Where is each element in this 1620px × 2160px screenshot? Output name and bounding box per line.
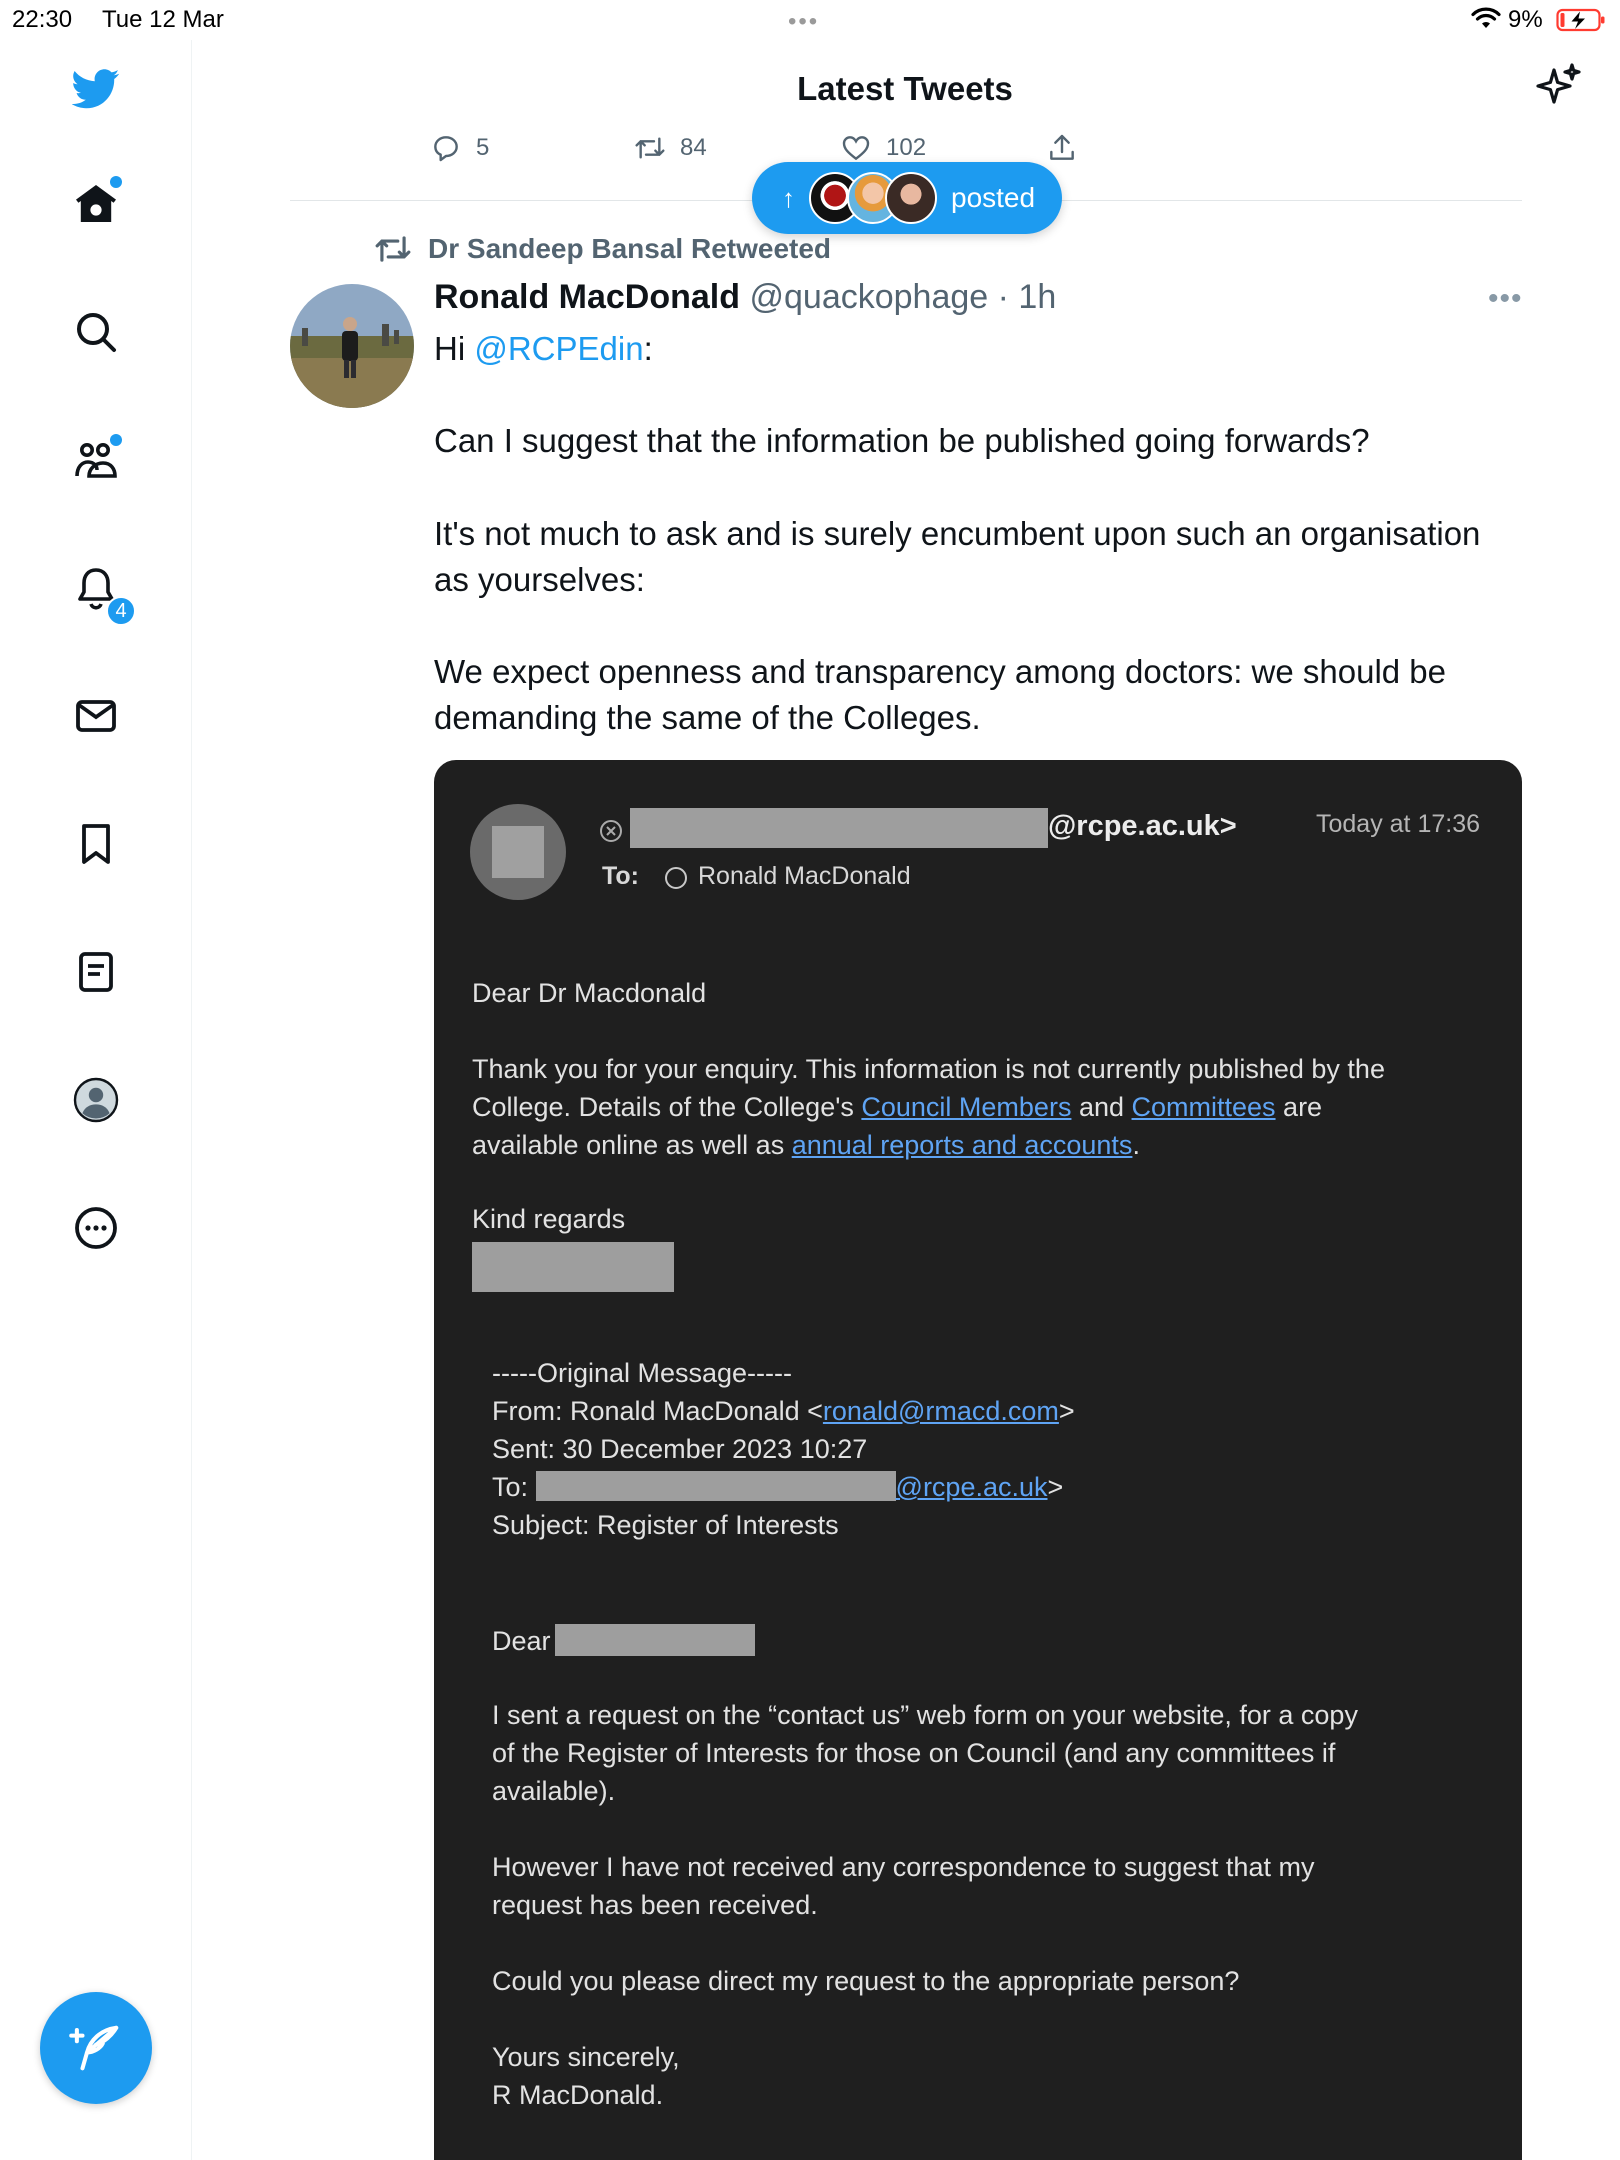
email-body-text: . [1132, 1130, 1140, 1160]
email-signoff: Kind regards [472, 1204, 626, 1234]
home-icon[interactable] [62, 170, 130, 238]
orig-header: -----Original Message----- [492, 1358, 793, 1388]
retweeted-by-label: Dr Sandeep Bansal Retweeted [428, 233, 832, 264]
like-button[interactable] [840, 132, 926, 164]
lists-icon[interactable] [62, 938, 130, 1006]
tweet-line: It's not much to ask and is surely encumbent upon such an organisation [434, 515, 1481, 552]
email-body-text: are [1275, 1092, 1323, 1122]
status-date: Tue 12 Mar [102, 6, 224, 33]
tweet-line: as yourselves: [434, 561, 645, 598]
redacted-block [536, 1471, 896, 1501]
reply-count: 5 [476, 134, 490, 161]
tweet-paragraph [434, 649, 1534, 741]
committees-link[interactable]: Committees [1131, 1092, 1276, 1122]
orig-to-end: > [1047, 1472, 1064, 1502]
orig-paragraph [492, 1848, 1502, 1924]
original-message [492, 1354, 1492, 1544]
close-circle-icon [598, 818, 624, 844]
share-button[interactable] [1046, 132, 1078, 164]
recipient-email-link[interactable]: @rcpe.ac.uk [895, 1472, 1048, 1502]
sparkle-icon[interactable] [1534, 62, 1582, 110]
redacted-block [472, 1242, 674, 1292]
author-name[interactable]: Ronald MacDonald [434, 278, 741, 316]
orig-dear: Dear [492, 1626, 551, 1656]
recipient-name: Ronald MacDonald [698, 862, 911, 890]
sidebar [0, 40, 192, 2160]
author-handle[interactable]: @quackophage [749, 278, 989, 316]
mention-link[interactable]: @RCPEdin [474, 330, 644, 367]
arrow-up-icon: ↑ [782, 182, 795, 213]
retweet-icon [634, 132, 666, 164]
orig-from-end: > [1058, 1396, 1075, 1426]
orig-sent: Sent: 30 December 2023 10:27 [492, 1434, 868, 1464]
author-avatar[interactable] [290, 284, 414, 408]
notification-count-badge: 4 [106, 596, 136, 626]
compose-tweet-button[interactable] [40, 1992, 152, 2104]
sender-avatar [470, 804, 566, 900]
orig-to-label: To: [492, 1472, 536, 1502]
tweet-paragraph: Can I suggest that the information be published going forwards? [434, 422, 1370, 459]
greeting-text: Hi [434, 330, 475, 367]
council-members-link[interactable]: Council Members [861, 1092, 1072, 1122]
like-count: 102 [886, 134, 927, 161]
email-body-line: Thank you for your enquiry. This information is not currently published by the [472, 1054, 1385, 1084]
poster-avatar [885, 172, 937, 224]
status-time: 22:30 [12, 6, 73, 33]
reply-icon [430, 132, 462, 164]
heart-icon [840, 132, 872, 164]
home-unread-dot [110, 176, 122, 188]
redacted-block [630, 808, 1048, 848]
annual-reports-link[interactable]: annual reports and accounts [791, 1130, 1133, 1160]
communities-icon[interactable] [62, 426, 130, 494]
greeting-colon: : [643, 330, 653, 367]
orig-paragraph: Could you please direct my request to the appropriate person? [492, 1966, 1240, 1996]
orig-dear-line [492, 1622, 755, 1660]
share-icon [1046, 132, 1078, 164]
more-options-icon[interactable] [62, 1194, 130, 1262]
twitter-bird-icon[interactable] [62, 54, 130, 122]
email-body-text: available online as well as [472, 1130, 792, 1160]
new-posts-pill[interactable] [752, 162, 1062, 234]
sender-email-link[interactable]: ronald@rmacd.com [822, 1396, 1059, 1426]
tweet-time[interactable]: · 1h [997, 278, 1057, 316]
retweet-button[interactable] [634, 132, 707, 164]
reply-button[interactable] [430, 132, 489, 164]
tweet-more-icon[interactable]: ••• [1488, 282, 1523, 315]
email-salutation: Dear Dr Macdonald [472, 978, 707, 1008]
status-bar [0, 0, 1620, 40]
orig-line: R MacDonald. [492, 2080, 664, 2110]
orig-paragraph [492, 1696, 1502, 1810]
tweet-media-image[interactable] [434, 760, 1522, 2160]
multitasking-dots-icon[interactable]: ••• [788, 8, 820, 35]
compose-tweet-icon [69, 2021, 123, 2075]
orig-line: of the Register of Interests for those on Council (and any committees if [492, 1738, 1336, 1768]
email-date: Today at 17:36 [1316, 810, 1481, 838]
orig-subject: Subject: Register of Interests [492, 1510, 839, 1540]
messages-icon[interactable] [62, 682, 130, 750]
orig-line: request has been received. [492, 1890, 818, 1920]
email-body-text: College. Details of the College's [472, 1092, 862, 1122]
bookmarks-icon[interactable] [62, 810, 130, 878]
tweet-greeting [434, 326, 1534, 372]
profile-avatar-icon[interactable] [62, 1066, 130, 1134]
sender-email-suffix: @rcpe.ac.uk> [1048, 810, 1237, 842]
tweet-header [434, 278, 1056, 317]
orig-line: Yours sincerely, [492, 2042, 680, 2072]
orig-line: However I have not received any correspondence to suggest that my [492, 1852, 1315, 1882]
search-icon[interactable] [62, 298, 130, 366]
recipient-circle-icon [664, 866, 688, 890]
posted-label: posted [951, 182, 1036, 213]
battery-percentage: 9% [1508, 6, 1543, 33]
tweet-paragraph [434, 511, 1534, 603]
retweet-attribution[interactable] [374, 230, 831, 268]
email-body-text: and [1071, 1092, 1132, 1122]
redacted-block [555, 1624, 755, 1656]
orig-closing [492, 2038, 680, 2114]
page-title: Latest Tweets [797, 70, 1013, 107]
communities-unread-dot [110, 434, 122, 446]
battery-charging-icon [1556, 8, 1606, 32]
orig-line: I sent a request on the “contact us” web form on your website, for a copy [492, 1700, 1358, 1730]
to-label: To: [602, 862, 640, 890]
orig-from: From: Ronald MacDonald < [492, 1396, 823, 1426]
tweet-line: demanding the same of the Colleges. [434, 699, 981, 736]
orig-line: available). [492, 1776, 616, 1806]
wifi-icon [1470, 6, 1502, 30]
retweet-count: 84 [680, 134, 707, 161]
email-body [472, 1050, 1492, 1164]
tweet-line: We expect openness and transparency among doctors: we should be [434, 653, 1447, 690]
retweet-icon [374, 230, 412, 268]
